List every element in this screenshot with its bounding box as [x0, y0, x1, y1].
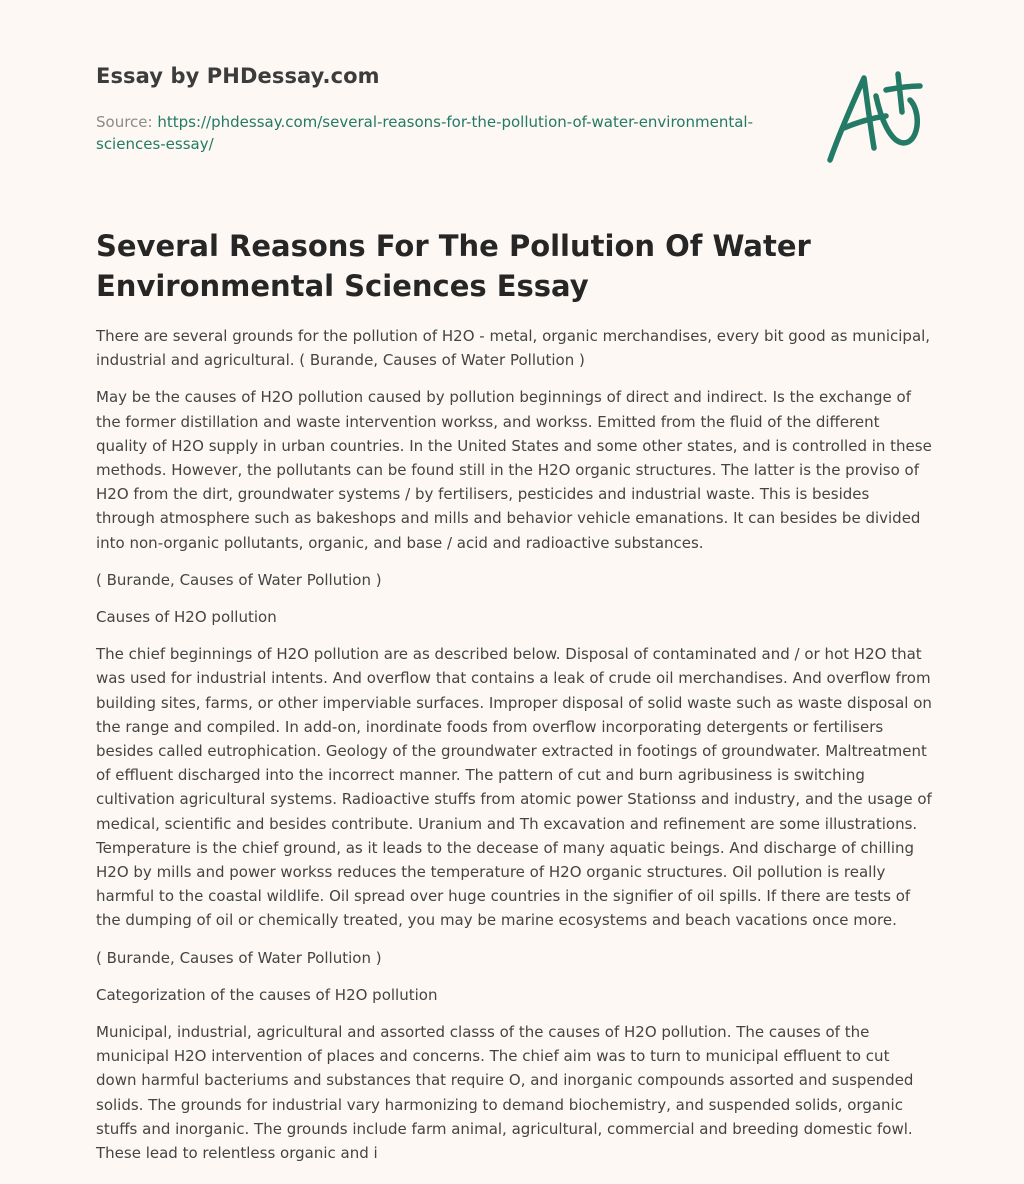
essay-title: Several Reasons For The Pollution Of Water Environmental Sciences Essay: [96, 229, 811, 303]
source-line: [96, 111, 776, 155]
site-title: Essay by PHDessay.com: [96, 64, 380, 88]
citation: ( Burande, Causes of Water Pollution ): [96, 948, 382, 967]
source-label: Source:: [96, 113, 158, 131]
paragraph: The chief beginnings of H2O pollution are as described below. Disposal of contaminated and / or hot H2O that was used for industrial intents. And overflow that contains a leak of crude oil merchandises. And overflow from building sites, farms, or other imperviable surfaces. Improper disposal of solid waste such as waste disposal on the range and compiled. In add-on, inordinate foods from overflow incorporating detergents or fertilisers besides called eutrophication. Geology of the groundwater extracted in footings of groundwater. Maltreatment of effluent discharged into the incorrect manner. The pattern of cut and burn agribusiness is switching cultivation agricultural systems. Radioactive stuffs from atomic power Stationss and industry, and the usage of medical, scientific and besides contribute. Uranium and Th excavation and refinement are some illustrations. Temperature is the chief ground, as it leads to the decease of many aquatic beings. And discharge of chilling H2O by mills and power workss reduces the temperature of H2O organic structures. Oil pollution is really harmful to the coastal wildlife. Oil spread over huge countries in the signifier of oil spills. If there are tests of the dumping of oil or chemically treated, you may be marine ecosystems and beach vacations once more.: [96, 645, 932, 930]
source-link[interactable]: https://phdessay.com/several-reasons-for-the-pollution-of-water-environmental-sciences-essay/: [96, 113, 753, 153]
citation: ( Burande, Causes of Water Pollution ): [96, 570, 382, 589]
a-plus-logo-icon: [824, 66, 928, 166]
paragraph: Municipal, industrial, agricultural and assorted classs of the causes of H2O pollution. The causes of the municipal H2O intervention of places and concerns. The chief aim was to turn to municipal effluent to cut down harmful bacteriums and substances that require O, and inorganic compounds assorted and suspended solids. The grounds for industrial vary harmonizing to demand biochemistry, and suspended solids, organic stuffs and inorganic. The grounds include farm animal, agricultural, commercial and breeding domestic fowl. These lead to relentless organic and i: [96, 1023, 914, 1163]
section-heading: Causes of H2O pollution: [96, 608, 277, 627]
section-heading: Categorization of the causes of H2O pollution: [96, 985, 438, 1004]
essay-body: [96, 324, 932, 1178]
paragraph: May be the causes of H2O pollution caused by pollution beginnings of direct and indirect. Is the exchange of the former distillation and waste intervention workss, and workss. Emitted from the fluid of the different quality of H2O supply in urban countries. In the United States and some other states, and is controlled in these methods. However, the pollutants can be found still in the H2O organic structures. The latter is the proviso of H2O from the dirt, groundwater systems / by fertilisers, pesticides and industrial waste. This is besides through atmosphere such as bakeshops and mills and behavior vehicle emanations. It can besides be divided into non-organic pollutants, organic, and base / acid and radioactive substances.: [96, 388, 932, 552]
paragraph: There are several grounds for the pollution of H2O - metal, organic merchandises, every bit good as municipal, industrial and agricultural. ( Burande, Causes of Water Pollution ): [96, 327, 931, 370]
